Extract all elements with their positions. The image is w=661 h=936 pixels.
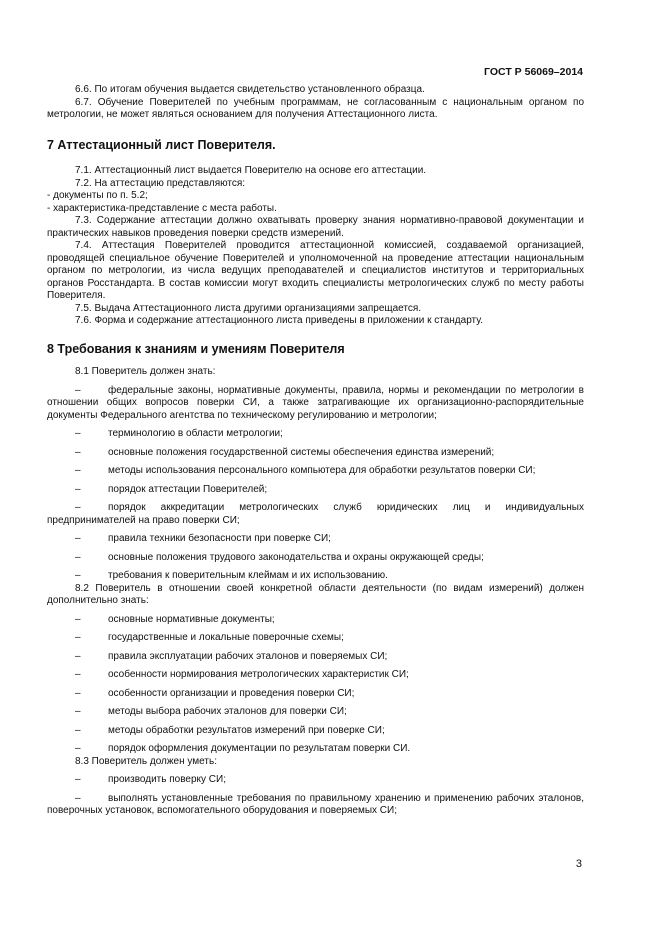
list-dash-marker: – [75, 502, 81, 513]
list-dash-marker: – [75, 724, 81, 736]
paragraph-8-1: 8.1 Поверитель должен знать: [75, 366, 216, 377]
list-item-text: требования к поверительным клеймам и их использованию. [108, 570, 388, 581]
paragraph-7-2-item-b: - характеристика-представление с места работы. [47, 202, 277, 214]
list-item-text: основные положения трудового законодательства и охраны окружающей среды; [108, 551, 484, 563]
list-dash-marker: – [75, 533, 81, 544]
list-item-text: выполнять установленные требования по правильному хранению и применению рабочих эталонов, поверочных установок, вспомогательного оборудования и поверяемых СИ; [47, 792, 584, 816]
list-item [47, 774, 584, 787]
list-item [47, 651, 584, 664]
list-item-text: федеральные законы, нормативные документы, правила, нормы и рекомендации по метрологии в отношении общих вопросов поверки СИ, а также затрагивающие их организационно-распорядительные документы Федерального агентства по техническому регулированию и метрологии; [47, 384, 584, 421]
list-item [47, 447, 584, 460]
list-item-text: методы выбора рабочих эталонов для поверки СИ; [108, 706, 347, 717]
list-item [47, 465, 584, 478]
section-8-title: 8 Требования к знаниям и умениям Поверителя [47, 341, 345, 356]
list-item [47, 743, 584, 756]
paragraph-7-1: 7.1. Аттестационный лист выдается Поверителю на основе его аттестации. [75, 165, 427, 176]
list-8-1 [47, 385, 584, 583]
list-item-text: правила техники безопасности при поверке СИ; [108, 533, 331, 544]
list-item [47, 688, 584, 701]
list-item [47, 484, 584, 497]
list-item-text: особенности нормирования метрологических характеристик СИ; [108, 669, 409, 680]
paragraph-7-4: 7.4. Аттестация Поверителей проводится аттестационной комиссией, создаваемой организацией, проводящей специальное обучение Поверителей и уполномоченной на проведение аттестации национальным органом по метрологии, из числа ведущих преподавателей и специалистов институтов и территориальных органов Росстандарта. В состав комиссии могут входить специалисты метрологических служб по месту работы Поверителя. [47, 240, 584, 301]
list-8-3 [47, 774, 584, 818]
list-item-text: особенности организации и проведения поверки СИ; [108, 687, 355, 699]
list-item-text: методы обработки результатов измерений при поверке СИ; [108, 724, 385, 736]
list-item [47, 614, 584, 627]
list-item [47, 570, 584, 583]
list-item-text: методы использования персонального компьютера для обработки результатов поверки СИ; [108, 465, 536, 476]
list-item [47, 533, 584, 546]
list-item-text: порядок оформления документации по результатам поверки СИ. [108, 743, 411, 754]
list-item [47, 706, 584, 719]
list-dash-marker: – [75, 483, 81, 495]
paragraph-7-2-item-a: - документы по п. 5.2; [47, 190, 148, 201]
page-number: 3 [575, 858, 582, 870]
list-item [47, 428, 584, 441]
list-item [47, 669, 584, 682]
list-item-text: государственные и локальные поверочные схемы; [108, 632, 344, 643]
list-8-2 [47, 614, 584, 756]
list-item-text: терминологию в области метрологии; [108, 428, 283, 439]
list-item-text: производить поверку СИ; [108, 774, 226, 785]
paragraph-7-3: 7.3. Содержание аттестации должно охватывать проверку знания нормативно-правовой документации и практических навыков проведения поверки средств измерений. [47, 215, 584, 239]
paragraph-8-2: 8.2 Поверитель в отношении своей конкретной области деятельности (по видам измерений) должен дополнительно знать: [47, 582, 584, 606]
list-dash-marker: – [75, 743, 81, 754]
paragraph-7-5: 7.5. Выдача Аттестационного листа другими организациями запрещается. [75, 302, 422, 314]
list-dash-marker: – [75, 774, 81, 785]
list-dash-marker: – [75, 446, 81, 458]
list-item [47, 385, 584, 423]
list-dash-marker: – [75, 706, 81, 717]
list-dash-marker: – [75, 465, 81, 476]
paragraph-7-6: 7.6. Форма и содержание аттестационного листа приведены в приложении к стандарту. [75, 315, 484, 326]
paragraph-6-6: 6.6. По итогам обучения выдается свидетельство установленного образца. [75, 84, 425, 95]
section-7-title: 7 Аттестационный лист Поверителя. [47, 137, 276, 152]
list-dash-marker: – [75, 792, 81, 804]
document-body [47, 84, 584, 818]
paragraph-8-3: 8.3 Поверитель должен уметь: [75, 755, 217, 767]
paragraph-6-7: 6.7. Обучение Поверителей по учебным программам, не согласованным с национальным органом по метрологии, не может являться основанием для получения Аттестационного листа. [47, 96, 584, 120]
list-dash-marker: – [75, 570, 81, 581]
list-item-text: правила эксплуатации рабочих эталонов и поверяемых СИ; [108, 650, 388, 662]
list-dash-marker: – [75, 551, 81, 563]
list-dash-marker: – [75, 613, 81, 625]
list-item-text: основные нормативные документы; [108, 613, 275, 625]
list-dash-marker: – [75, 687, 81, 699]
list-dash-marker: – [75, 632, 81, 643]
list-dash-marker: – [75, 428, 81, 439]
list-item [47, 725, 584, 738]
list-item-text: порядок аттестации Поверителей; [108, 483, 268, 495]
document-header: ГОСТ Р 56069–2014 [484, 66, 583, 78]
list-item [47, 552, 584, 565]
list-item [47, 502, 584, 527]
list-dash-marker: – [75, 669, 81, 680]
list-dash-marker: – [75, 384, 81, 396]
list-dash-marker: – [75, 650, 81, 662]
list-item [47, 632, 584, 645]
paragraph-7-2: 7.2. На аттестацию представляются: [75, 177, 246, 189]
list-item [47, 793, 584, 818]
list-item-text: основные положения государственной системы обеспечения единства измерений; [108, 446, 495, 458]
list-item-text: порядок аккредитации метрологических служб юридических лиц и индивидуальных предпринимателей на право поверки СИ; [47, 502, 584, 526]
